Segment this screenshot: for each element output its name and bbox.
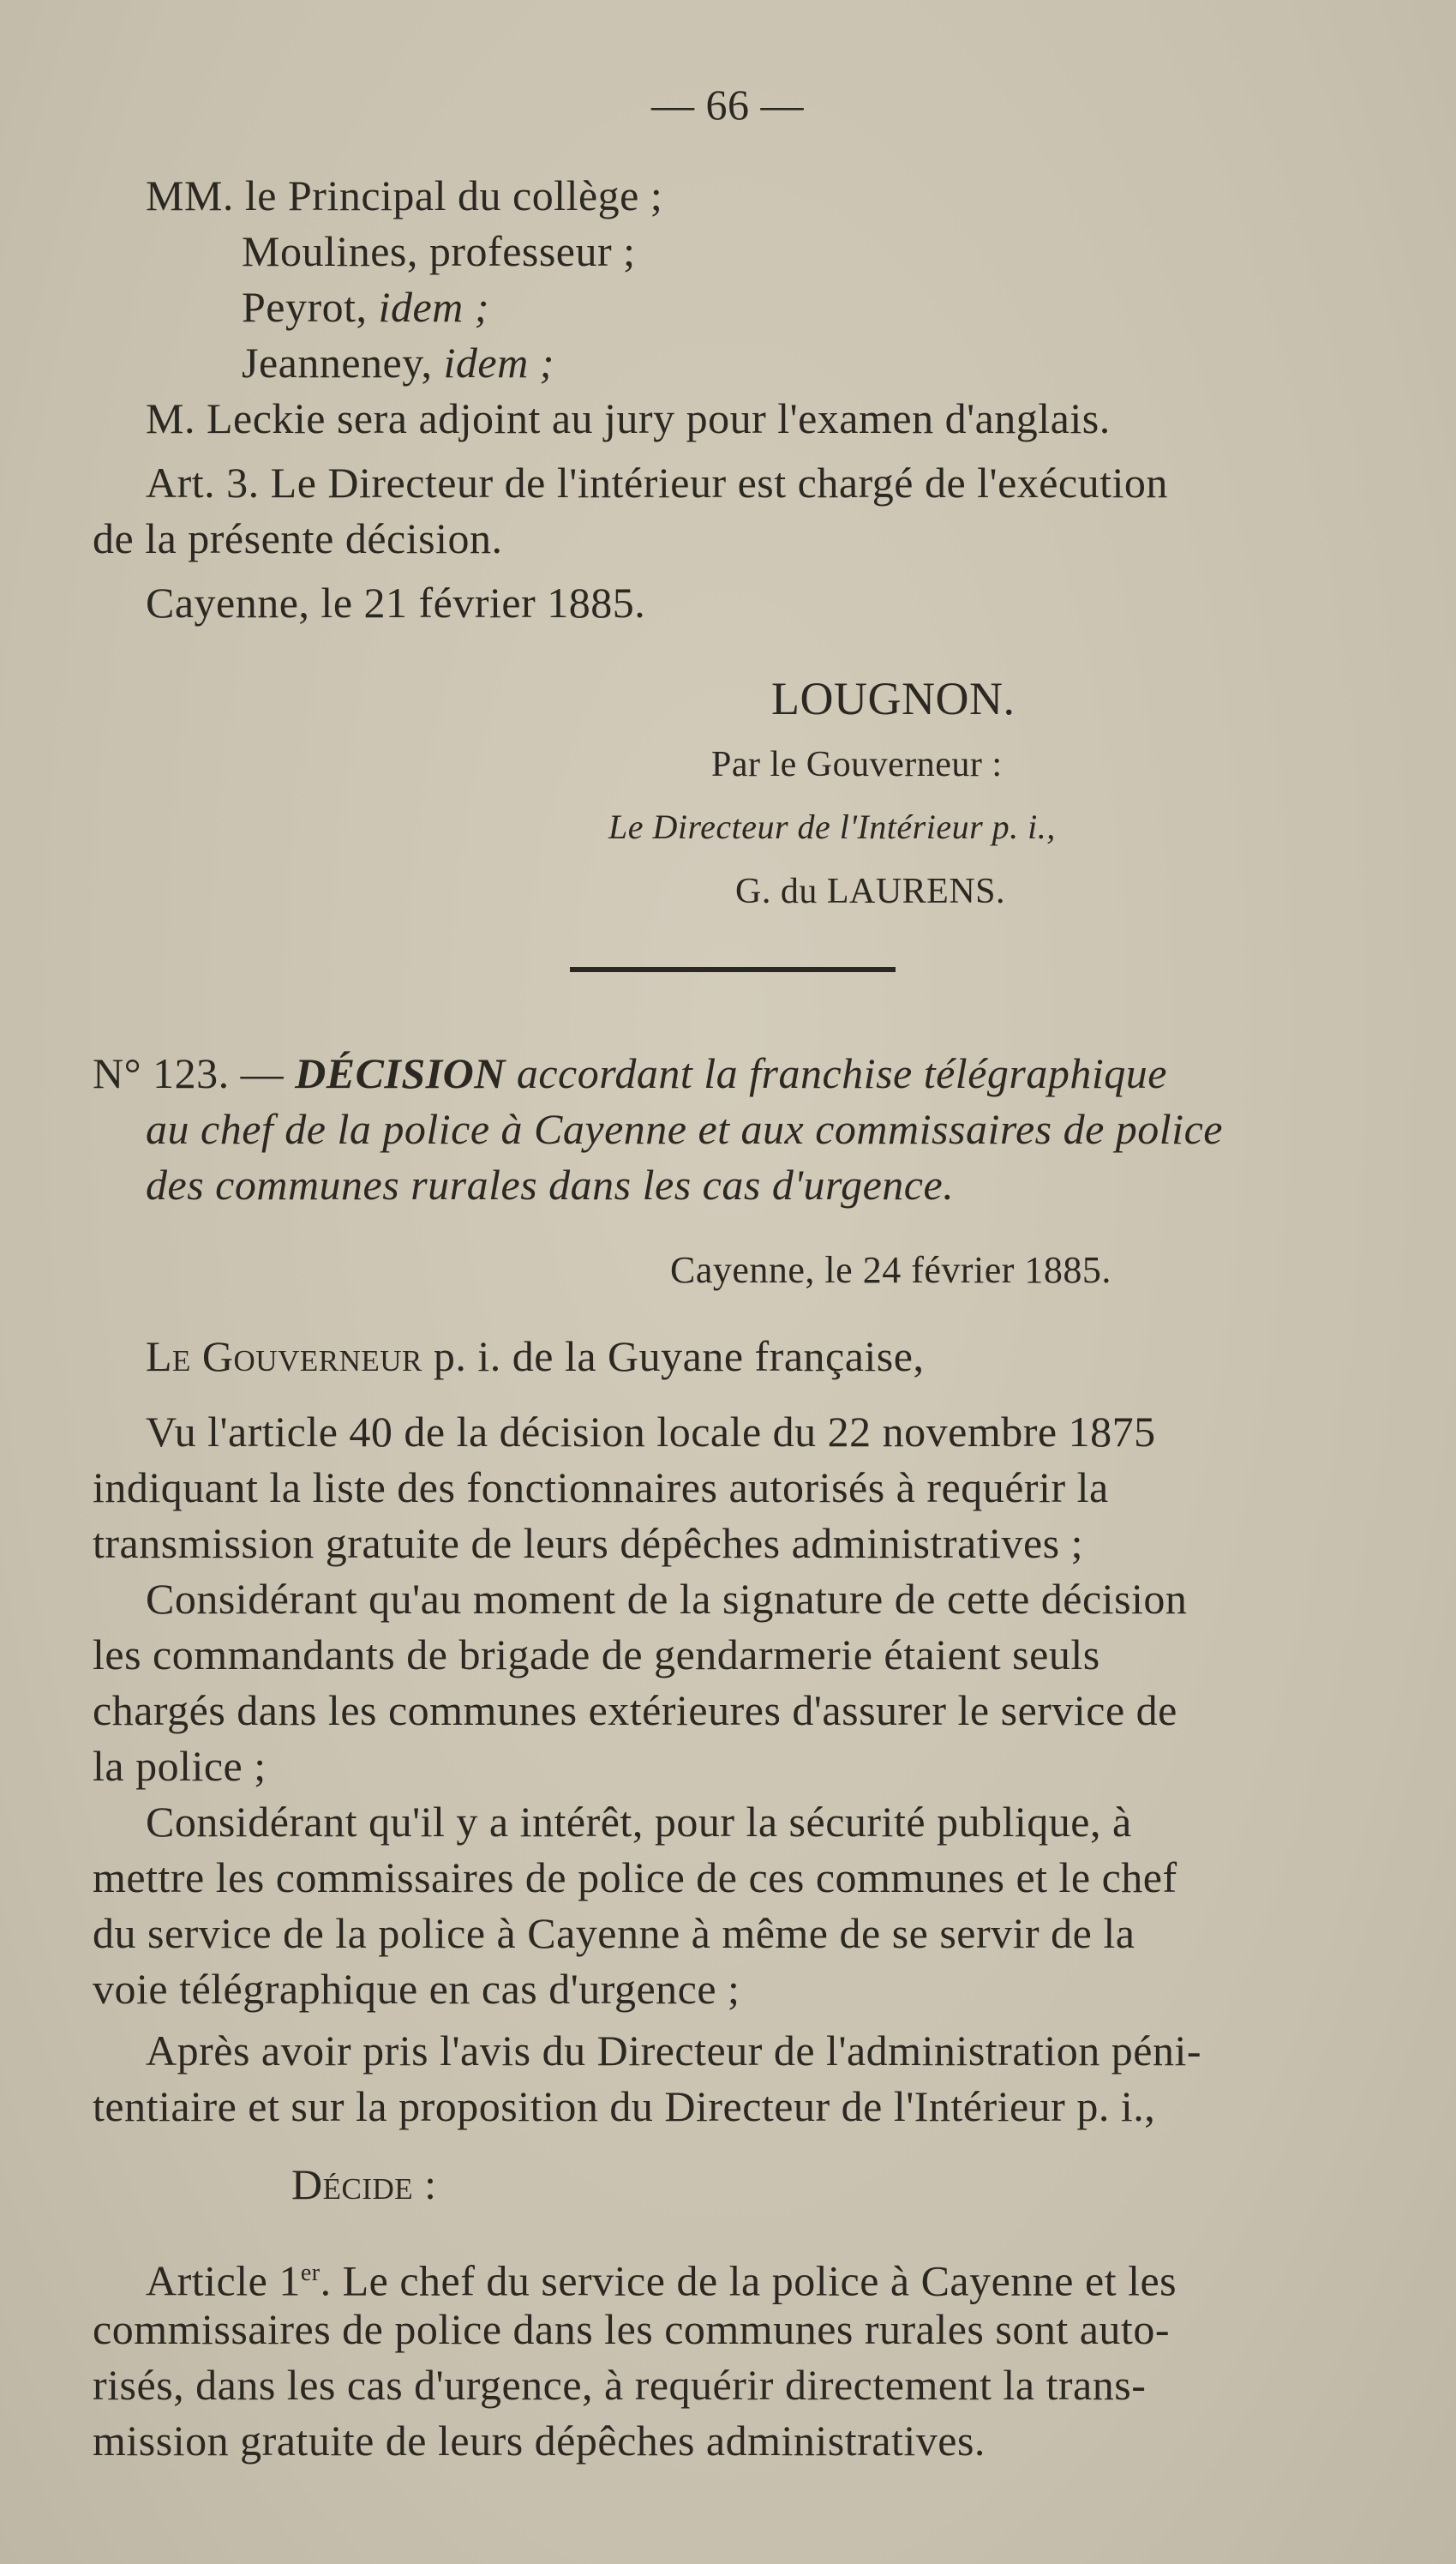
jury-line-moulines: Moulines, professeur ; xyxy=(242,227,636,275)
governor-rest: p. i. de la Guyane française, xyxy=(422,1332,925,1380)
decision-heading-line-1 xyxy=(93,1048,1167,1099)
considerant-2-line-4: voie télégraphique en cas d'urgence ; xyxy=(93,1965,740,2013)
jury-line-jeanneney xyxy=(242,337,554,388)
article-1-line-2: commissaires de police dans les communes rurales sont auto- xyxy=(93,2305,1170,2353)
signature-par-le-gouverneur: Par le Gouverneur : xyxy=(711,745,1003,784)
jury-idem: idem ; xyxy=(378,283,489,331)
governor-line xyxy=(146,1330,924,1382)
jury-name: Jeanneney, xyxy=(242,339,444,387)
governor-title: Le Gouverneur xyxy=(146,1332,422,1380)
signature-director: Le Directeur de l'Intérieur p. i., xyxy=(608,808,1056,846)
vu-line-3: transmission gratuite de leurs dépêches administratives ; xyxy=(93,1519,1083,1567)
decide-label: Décide : xyxy=(291,2160,437,2208)
jury-line-principal: MM. le Principal du collège ; xyxy=(146,171,663,219)
considerant-2-line-2: mettre les commissaires de police de ces communes et le chef xyxy=(93,1853,1177,1901)
apres-line-2: tentiaire et sur la proposition du Directeur de l'Intérieur p. i., xyxy=(93,2082,1156,2130)
section-divider xyxy=(570,967,896,972)
apres-line-1: Après avoir pris l'avis du Directeur de l'administration péni- xyxy=(146,2027,1202,2075)
article-1-line-1 xyxy=(146,2248,1177,2307)
jury-idem: idem ; xyxy=(443,339,554,387)
decision-date: Cayenne, le 21 février 1885. xyxy=(146,579,646,627)
article-1-line-3: risés, dans les cas d'urgence, à requérir directement la trans- xyxy=(93,2361,1147,2409)
considerant-1-line-3: chargés dans les communes extérieures d'assurer le service de xyxy=(93,1686,1177,1734)
page-number: — 66 — xyxy=(651,81,804,129)
signature-name: LOUGNON. xyxy=(771,673,1016,724)
signature-signer: G. du LAURENS. xyxy=(735,872,1006,911)
decision-heading-line-2: au chef de la police à Cayenne et aux commissaires de police xyxy=(146,1105,1223,1153)
vu-line-2: indiquant la liste des fonctionnaires autorisés à requérir la xyxy=(93,1463,1109,1511)
article-3-line-1: Art. 3. Le Directeur de l'intérieur est chargé de l'exécution xyxy=(146,459,1168,507)
considerant-1-line-1: Considérant qu'au moment de la signature de cette décision xyxy=(146,1575,1188,1623)
article-1-superscript: er xyxy=(300,2260,321,2286)
dateline: Cayenne, le 24 février 1885. xyxy=(670,1249,1111,1291)
decision-heading-line-3: des communes rurales dans les cas d'urgence. xyxy=(146,1161,955,1209)
decision-label: DÉCISION xyxy=(295,1049,506,1097)
considerant-2-line-3: du service de la police à Cayenne à même de se servir de la xyxy=(93,1909,1135,1957)
considerant-1-line-4: la police ; xyxy=(93,1742,267,1790)
jury-name: Peyrot, xyxy=(242,283,379,331)
decision-title-part: accordant la franchise télégraphique xyxy=(505,1049,1167,1097)
article-3-line-2: de la présente décision. xyxy=(93,514,503,562)
article-1-line-4: mission gratuite de leurs dépêches administratives. xyxy=(93,2417,986,2465)
article-1-label: Article 1 xyxy=(146,2256,301,2305)
jury-line-leckie: M. Leckie sera adjoint au jury pour l'examen d'anglais. xyxy=(146,394,1111,442)
jury-line-peyrot xyxy=(242,281,489,333)
considerant-1-line-2: les commandants de brigade de gendarmerie étaient seuls xyxy=(93,1630,1100,1678)
considerant-2-line-1: Considérant qu'il y a intérêt, pour la sécurité publique, à xyxy=(146,1798,1132,1846)
vu-line-1: Vu l'article 40 de la décision locale du 22 novembre 1875 xyxy=(146,1408,1156,1456)
decision-number: N° 123. — xyxy=(93,1049,296,1097)
article-1-text: . Le chef du service de la police à Cayenne et les xyxy=(320,2256,1177,2305)
